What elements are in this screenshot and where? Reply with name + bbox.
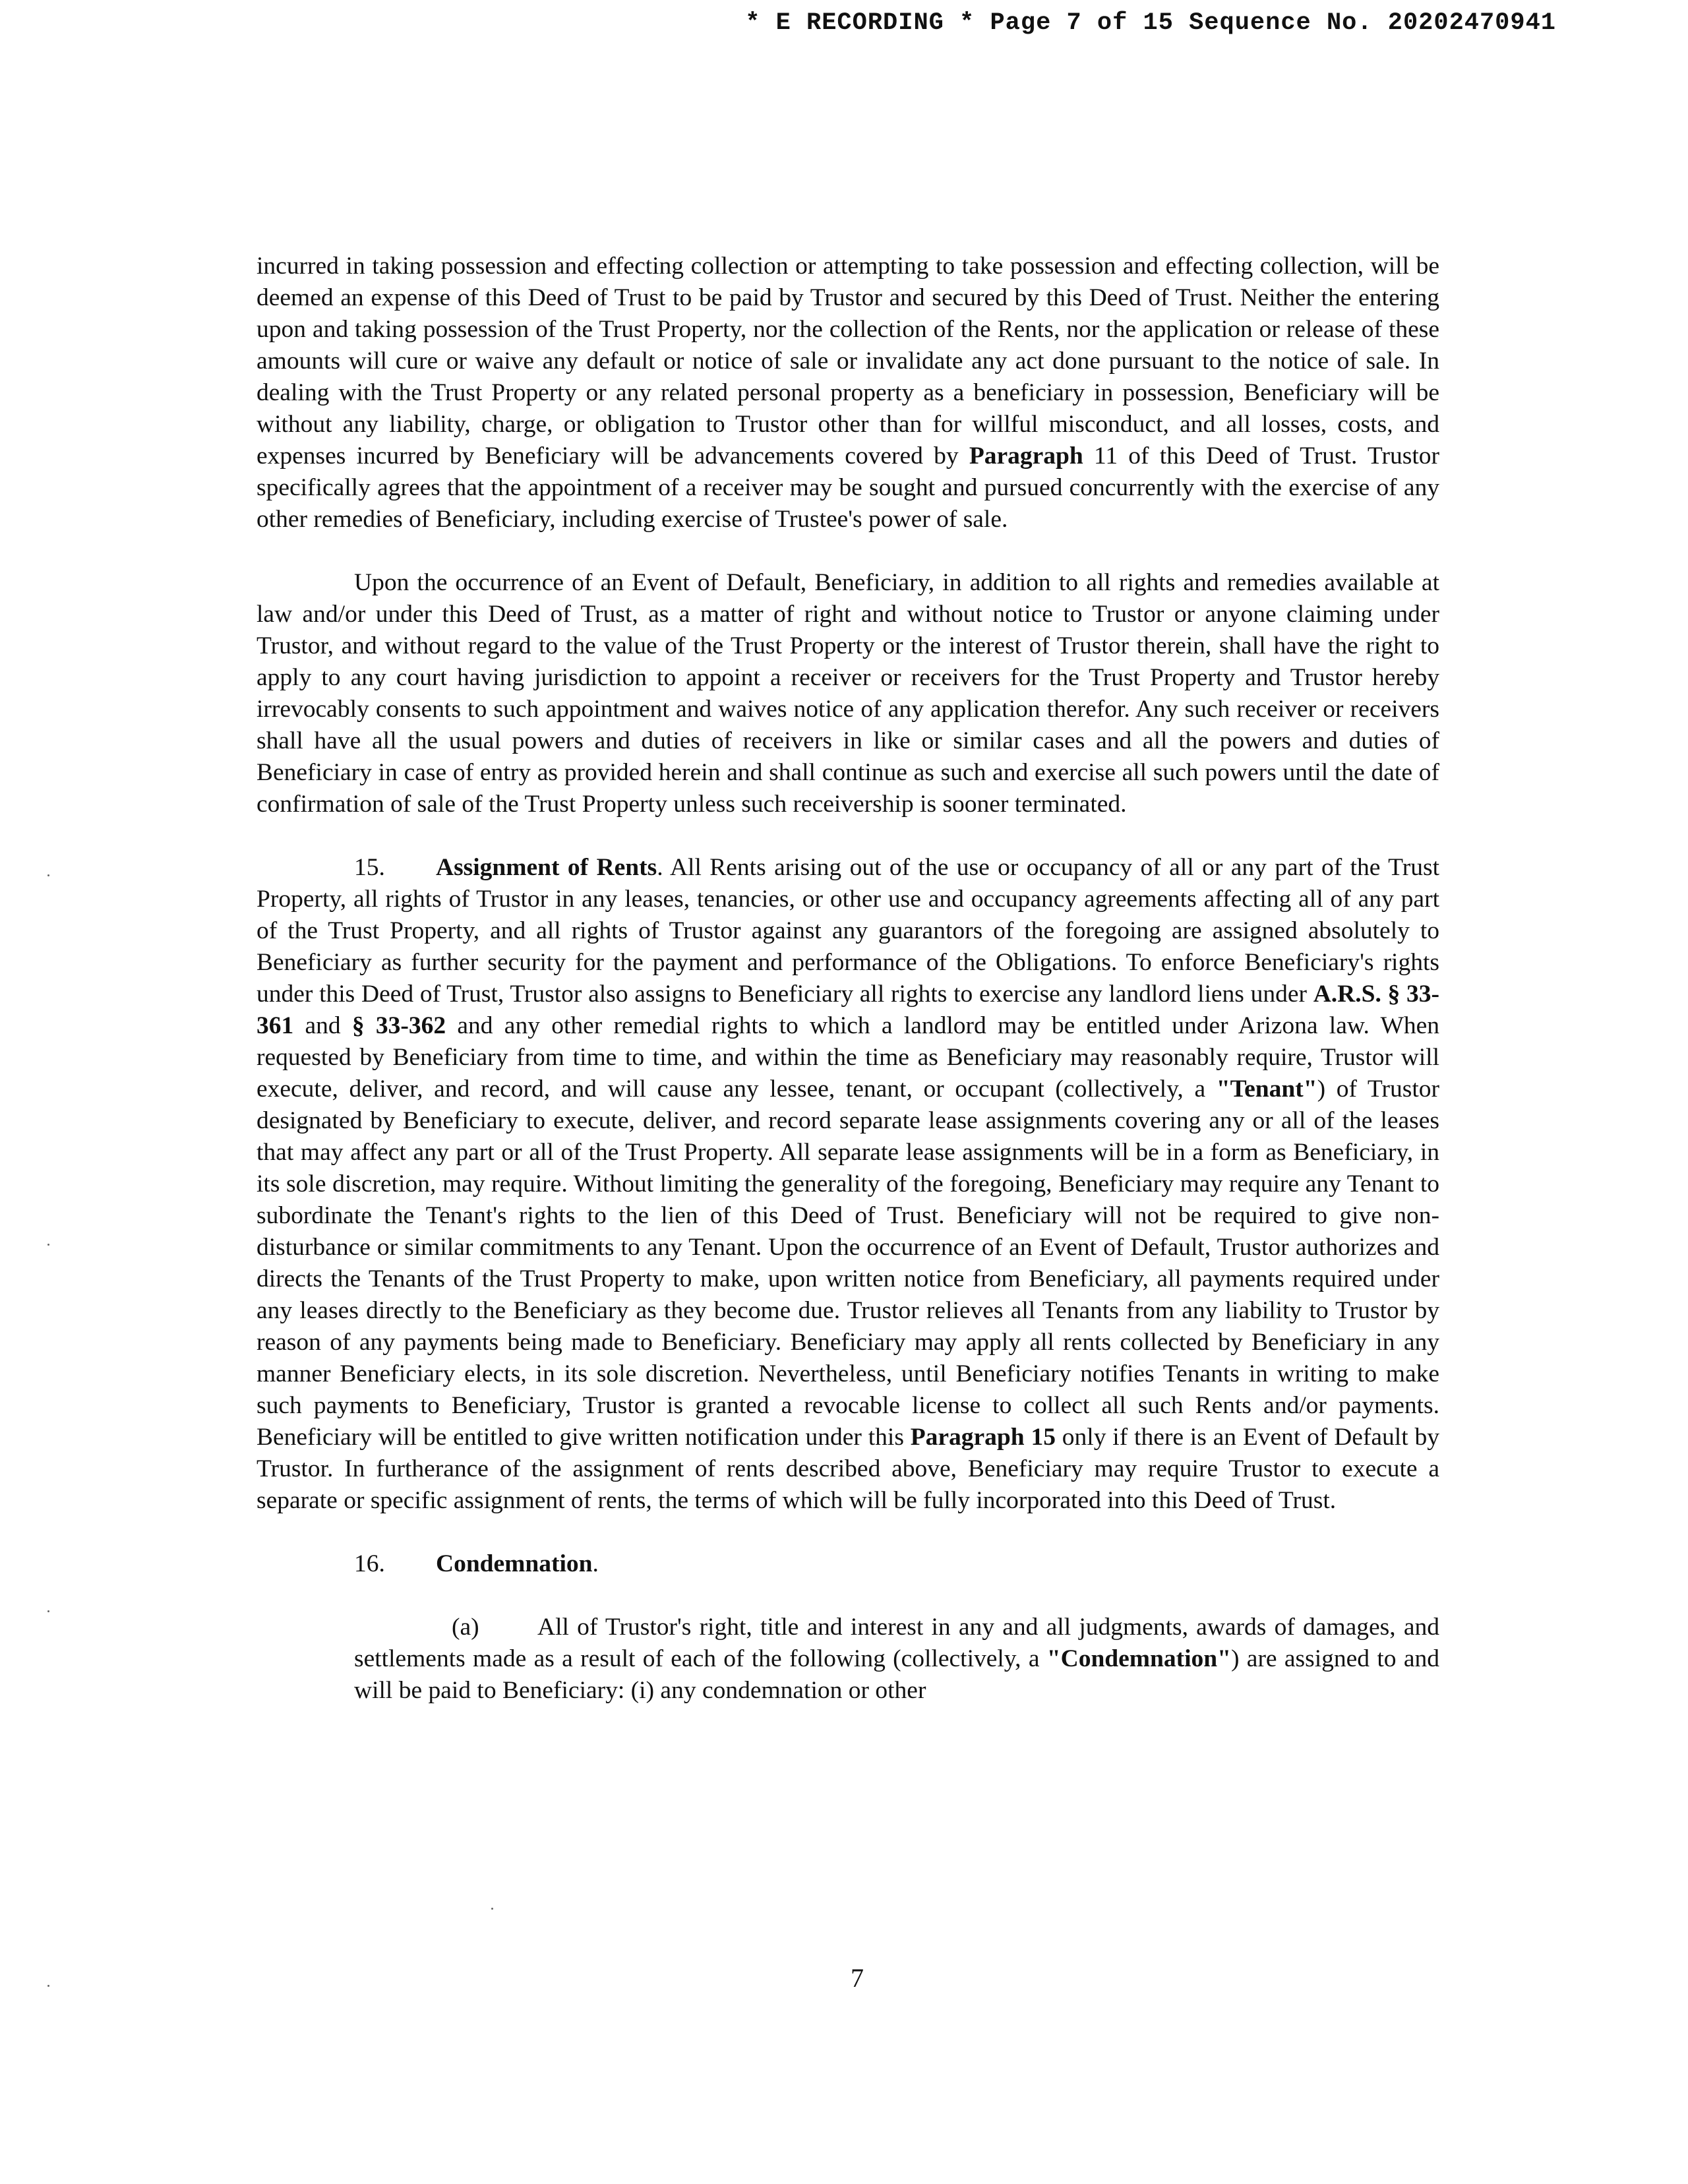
paragraph-receiver-appointment: Upon the occurrence of an Event of Default, Beneficiary, in addition to all rights and remedies available at law and/or under this Deed of Trust, as a matter of right and without notice to Trustor or anyone claiming under Trustor, and without regard to the value of the Trust Property or the interest of Trustor therein, shall have the right to apply to any court having jurisdiction to appoint a receiver or receivers for the Trust Property and Trustor hereby irrevocably consents to such appointment and waives notice of any application therefor. Any such receiver or receivers shall have all the usual powers and duties of receivers in like or similar cases and all the powers and duties of Beneficiary in case of entry as provided herein and shall continue as such and exercise all such powers until the date of confirmation of sale of the Trust Property unless such receivership is sooner terminated. [256,569,1439,818]
scan-speck [47,1985,49,1987]
page-number: 7 [851,1963,864,1993]
paragraph-receiver-expenses: incurred in taking possession and effecting collection or attempting to take possession and effecting collection, will be deemed an expense of this Deed of Trust to be paid by Trustor and secured by this Deed of Trust. Neither the entering upon and taking possession of the Trust Property, nor the collection of the Rents, nor the application or release of these amounts will cure or waive any default or notice of sale or invalidate any act done pursuant to the notice of sale. In dealing with the Trust Property or any related personal property as a beneficiary in possession, Beneficiary will be without any liability, charge, or obligation to Trustor other than for willful misconduct, and all losses, costs, and expenses incurred by Beneficiary will be advancements covered by Paragraph 11 of this Deed of Trust. Trustor specifically agrees that the appointment of a receiver may be sought and pursued concurrently with the exercise of any other remedies of Beneficiary, including exercise of Trustee's power of sale. [256,253,1439,533]
document-body [256,251,1439,1707]
scan-speck [491,1908,493,1910]
section-16-heading: 16. Condemnation. [256,1548,1439,1580]
subsection-label: (a) [452,1614,479,1641]
recording-header: * E RECORDING * Page 7 of 15 Sequence No. 20202470941 [745,9,1556,37]
section-title: Condemnation [436,1550,593,1577]
section-number: 15. [354,854,385,881]
section-number: 16. [354,1550,385,1577]
section-title: Assignment of Rents [436,854,657,881]
scan-speck [47,1610,49,1612]
scan-speck [47,874,49,876]
scan-speck [47,1244,49,1246]
subsection-a-condemnation: (a) All of Trustor's right, title and interest in any and all judgments, awards of damages, and settlements made as a result of each of the following (collectively, a "Condemnation") are assigned to and will be paid to Beneficiary: (i) any condemnation or other [354,1612,1439,1707]
section-15-assignment-of-rents: 15. Assignment of Rents. All Rents arising out of the use or occupancy of all or any part of the Trust Property, all rights of Trustor in any leases, tenancies, or other use and occupancy agreements affecting all of any part of the Trust Property, and all rights of Trustor against any guarantors of the foregoing are assigned absolutely to Beneficiary as further security for the payment and performance of the Obligations. To enforce Beneficiary's rights under this Deed of Trust, Trustor also assigns to Beneficiary all rights to exercise any landlord liens under A.R.S. § 33-361 and § 33-362 and any other remedial rights to which a landlord may be entitled under Arizona law. When requested by Beneficiary from time to time, and within the time as Beneficiary may reasonably require, Trustor will execute, deliver, and record, and will cause any lessee, tenant, or occupant (collectively, a "Tenant") of Trustor designated by Beneficiary to execute, deliver, and record separate lease assignments covering any or all of the leases that may affect any part or all of the Trust Property. All separate lease assignments will be in a form as Beneficiary, in its sole discretion, may require. Without limiting the generality of the foregoing, Beneficiary may require any Tenant to subordinate the Tenant's rights to the lien of this Deed of Trust. Beneficiary will not be required to give non-disturbance or similar commitments to any Tenant. Upon the occurrence of an Event of Default, Trustor authorizes and directs the Tenants of the Trust Property to make, upon written notice from Beneficiary, all payments required under any leases directly to the Beneficiary as they become due. Trustor relieves all Tenants from any liability to Trustor by reason of any payments being made to Beneficiary. Beneficiary may apply all rents collected by Beneficiary in any manner Beneficiary elects, in its sole discretion. Nevertheless, until Beneficiary notifies Tenants in writing to make such payments to Beneficiary, Trustor is granted a revocable license to collect all such Rents and/or payments. Beneficiary will be entitled to give written notification under this Paragraph 15 only if there is an Event of Default by Trustor. In furtherance of the assignment of rents described above, Beneficiary may require Trustor to execute a separate or specific assignment of rents, the terms of which will be fully incorporated into this Deed of Trust. [256,852,1439,1517]
